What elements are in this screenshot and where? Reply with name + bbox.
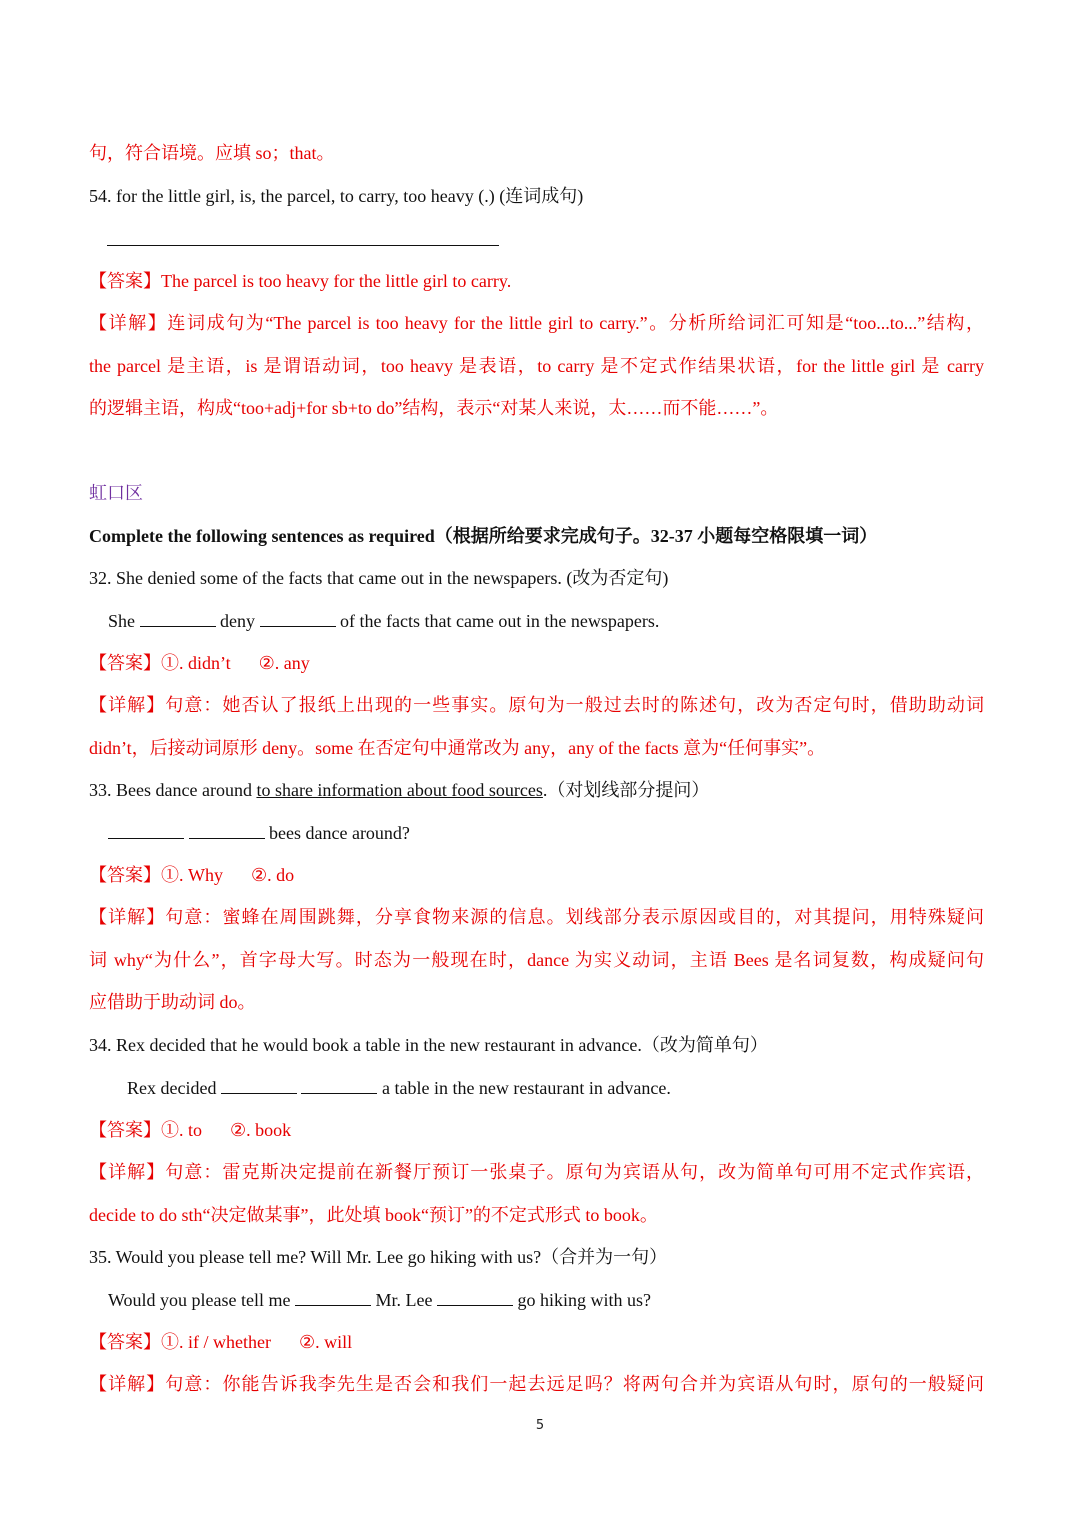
question-33-fill (108, 821, 410, 845)
section-instructions: Complete the following sentences as required（根据所给要求完成句子。32-37 小题每空格限填一词） (89, 526, 878, 546)
answer-32 (89, 651, 310, 675)
answer-blank-line (107, 245, 499, 246)
answer-34 (89, 1118, 291, 1142)
page-number: 5 (535, 1418, 545, 1433)
question-35-fill (108, 1288, 651, 1312)
blank-2 (437, 1291, 513, 1306)
answer-part-2: ②. any (258, 653, 310, 673)
explanation-32-line1: 【详解】句意：她否认了报纸上出现的一些事实。原句为一般过去时的陈述句，改为否定句时，借助助动词 (89, 695, 984, 715)
question-34-fill (127, 1076, 671, 1100)
explanation-33-line1: 【详解】句意：蜜蜂在周围跳舞，分享食物来源的信息。划线部分表示原因或目的，对其提问，用特殊疑问 (89, 907, 984, 927)
fill-text: deny (220, 611, 255, 631)
explanation-34-line1: 【详解】句意：雷克斯决定提前在新餐厅预订一张桌子。原句为宾语从句，改为简单句可用不定式作宾语， (89, 1162, 984, 1182)
blank-1 (295, 1291, 371, 1306)
fill-text: of the facts that came out in the newspapers. (340, 611, 660, 631)
question-54: 54. for the little girl, is, the parcel, to carry, too heavy (.) (连词成句) (89, 186, 584, 206)
question-text: .（对划线部分提问） (542, 780, 710, 800)
fill-text: Rex decided (127, 1078, 217, 1098)
district-heading: 虹口区 (89, 483, 143, 503)
question-32: 32. She denied some of the facts that came out in the newspapers. (改为否定句) (89, 568, 669, 588)
answer-54: 【答案】The parcel is too heavy for the little girl to carry. (89, 271, 512, 291)
blank-1 (221, 1079, 297, 1094)
blank-2 (260, 612, 336, 627)
answer-35 (89, 1330, 352, 1354)
explanation-34-line2: decide to do sth“决定做某事”，此处填 book“预订”的不定式形式 to book。 (89, 1205, 658, 1225)
question-35: 35. Would you please tell me? Will Mr. Lee go hiking with us?（合并为一句） (89, 1247, 668, 1267)
explanation-32-line2: didn’t，后接动词原形 deny。some 在否定句中通常改为 any，any of the facts 意为“任何事实”。 (89, 738, 826, 758)
explanation-35-line1: 【详解】句意：你能告诉我李先生是否会和我们一起去远足吗？将两句合并为宾语从句时，原句的一般疑问 (89, 1374, 984, 1394)
explanation-33-line3: 应借助于助动词 do。 (89, 992, 256, 1012)
answer-part-2: ②. book (230, 1120, 292, 1140)
fill-text: She (108, 611, 135, 631)
fill-text: Would you please tell me (108, 1290, 291, 1310)
answer-part-2: ②. do (251, 865, 295, 885)
underlined-part: to share information about food sources (256, 780, 543, 800)
fill-text: bees dance around? (269, 823, 410, 843)
answer-part-2: ②. will (298, 1332, 353, 1352)
explanation-54-line3: 的逻辑主语，构成“too+adj+for sb+to do”结构，表示“对某人来说，太……而不能……”。 (89, 398, 779, 418)
blank-1 (140, 612, 216, 627)
question-34: 34. Rex decided that he would book a table in the new restaurant in advance.（改为简单句） (89, 1035, 768, 1055)
blank-1 (108, 824, 184, 839)
question-32-fill (108, 609, 659, 633)
fill-text: go hiking with us? (517, 1290, 651, 1310)
explanation-54-line2: the parcel 是主语，is 是谓语动词，too heavy 是表语，to carry 是不定式作结果状语，for the little girl 是 carry (89, 356, 984, 376)
text-line: 句，符合语境。应填 so；that。 (89, 143, 335, 163)
explanation-54-line1: 【详解】连词成句为“The parcel is too heavy for the little girl to carry.”。分析所给词汇可知是“too...to...”结构， (89, 313, 984, 333)
fill-text: Mr. Lee (375, 1290, 433, 1310)
explanation-33-line2: 词 why“为什么”，首字母大写。时态为一般现在时，dance 为实义动词，主语 Bees 是名词复数，构成疑问句 (89, 950, 984, 970)
answer-33 (89, 863, 294, 887)
question-33 (89, 778, 709, 802)
answer-part-1: 【答案】①. to (89, 1120, 203, 1140)
answer-part-1: 【答案】①. didn’t (89, 653, 231, 673)
answer-part-1: 【答案】①. Why (89, 865, 223, 885)
answer-part-1: 【答案】①. if / whether (89, 1332, 271, 1352)
fill-text: a table in the new restaurant in advance. (381, 1078, 671, 1098)
blank-2 (189, 824, 265, 839)
blank-2 (301, 1079, 377, 1094)
question-text: 33. Bees dance around (89, 780, 257, 800)
